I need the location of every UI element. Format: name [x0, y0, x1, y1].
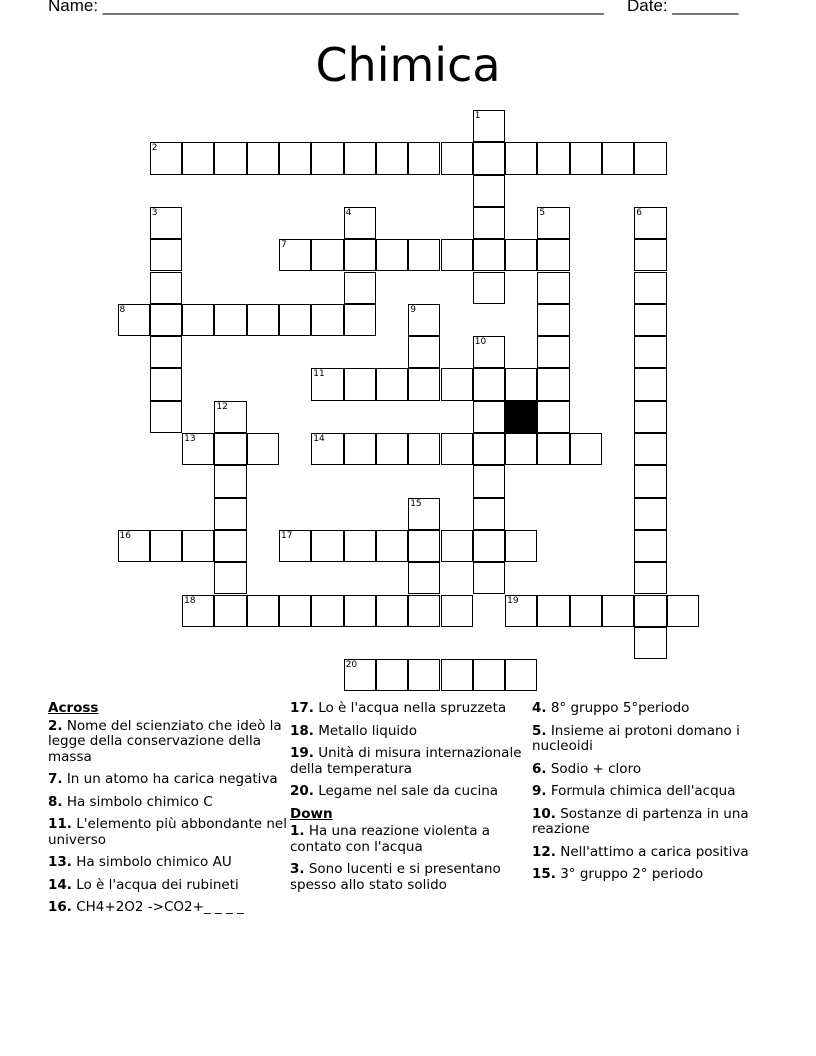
grid-cell[interactable]: [311, 530, 343, 562]
grid-cell[interactable]: [344, 530, 376, 562]
clue-number: 20: [345, 660, 358, 671]
clue-text: Ha simbolo chimico AU: [76, 854, 232, 870]
grid-cell[interactable]: [473, 336, 505, 368]
clue-text: Metallo liquido: [318, 722, 417, 739]
grid-cell[interactable]: [376, 142, 408, 174]
grid-cell[interactable]: [634, 142, 666, 174]
clue-number: 5: [539, 207, 546, 218]
grid-cell[interactable]: [311, 239, 343, 271]
grid-cell[interactable]: [150, 336, 182, 368]
clue-number: 2: [151, 143, 158, 154]
clue-number-label: 3.: [290, 861, 305, 877]
grid-cell[interactable]: [408, 433, 440, 465]
grid-cell[interactable]: [279, 239, 311, 271]
clue-number: 12: [216, 401, 228, 412]
grid-cell[interactable]: [150, 272, 182, 304]
grid-cell[interactable]: [473, 498, 505, 530]
clue-number-label: 14.: [48, 876, 72, 893]
grid-cell[interactable]: [537, 336, 569, 368]
clue-number-label: 6.: [532, 760, 547, 777]
grid-cell[interactable]: [118, 530, 150, 562]
grid-cell[interactable]: [344, 659, 376, 691]
clue-number: 3: [151, 207, 158, 218]
across-heading: Across: [48, 700, 99, 716]
grid-cell[interactable]: [118, 304, 150, 336]
grid-cell[interactable]: [214, 304, 246, 336]
clue-number-label: 13.: [48, 854, 72, 870]
grid-cell[interactable]: [570, 595, 602, 627]
grid-cell[interactable]: [634, 562, 666, 594]
grid-cell[interactable]: [634, 239, 666, 271]
clue-text: L'elemento più abbondante nel universo: [48, 816, 287, 848]
clue-number-label: 4.: [532, 700, 547, 716]
grid-cell[interactable]: [473, 207, 505, 239]
clue-item: [532, 701, 772, 717]
clue-number: 7: [281, 240, 287, 251]
clue-number: 6: [636, 207, 643, 218]
clue-text: Sostanze di partenza in una reazione: [532, 805, 749, 837]
clue-number-label: 1.: [290, 823, 305, 839]
grid-cell[interactable]: [473, 433, 505, 465]
grid-cell[interactable]: [473, 562, 505, 594]
grid-cell[interactable]: [634, 368, 666, 400]
clue-text: In un atomo ha carica negativa: [66, 771, 278, 787]
clue-item: [532, 724, 772, 755]
grid-cell[interactable]: [279, 304, 311, 336]
black-cell: [505, 401, 537, 433]
clues-column-2: [290, 701, 530, 900]
clue-number-label: 8.: [48, 793, 63, 810]
grid-cell[interactable]: [441, 530, 473, 562]
grid-cell[interactable]: [505, 368, 537, 400]
clue-item: [290, 824, 530, 855]
clue-number-label: 12.: [532, 843, 556, 860]
grid-cell[interactable]: [311, 368, 343, 400]
grid-cell[interactable]: [634, 401, 666, 433]
clue-text: Unità di misura internazionale della temperatura: [290, 745, 522, 777]
grid-cell[interactable]: [473, 368, 505, 400]
grid-cell[interactable]: [537, 368, 569, 400]
grid-cell[interactable]: [634, 304, 666, 336]
grid-cell[interactable]: [570, 142, 602, 174]
grid-cell[interactable]: [344, 595, 376, 627]
clue-text: Lo è l'acqua nella spruzzeta: [318, 700, 507, 716]
clue-number-label: 2.: [48, 717, 63, 734]
grid-cell[interactable]: [214, 595, 246, 627]
grid-cell[interactable]: [344, 433, 376, 465]
clue-item: [290, 724, 530, 740]
grid-cell[interactable]: [634, 465, 666, 497]
grid-cell[interactable]: [408, 659, 440, 691]
grid-cell[interactable]: [182, 433, 214, 465]
grid-cell[interactable]: [150, 142, 182, 174]
grid-cell[interactable]: [376, 239, 408, 271]
grid-cell[interactable]: [441, 142, 473, 174]
clue-number-label: 18.: [290, 722, 314, 739]
grid-cell[interactable]: [214, 465, 246, 497]
grid-cell[interactable]: [344, 368, 376, 400]
clue-number: 14: [313, 434, 325, 444]
clue-number-label: 16.: [48, 899, 72, 915]
grid-cell[interactable]: [634, 530, 666, 562]
grid-cell[interactable]: [441, 239, 473, 271]
clue-text: 3° gruppo 2° periodo: [560, 866, 704, 882]
grid-cell[interactable]: [537, 304, 569, 336]
clue-number-label: 17.: [290, 700, 314, 716]
grid-cell[interactable]: [537, 401, 569, 433]
grid-cell[interactable]: [667, 595, 699, 627]
clue-text: Sono lucenti e si presentano spesso allo stato solido: [290, 861, 501, 893]
clue-text: Ha simbolo chimico C: [66, 793, 213, 810]
grid-cell[interactable]: [408, 142, 440, 174]
clue-number: 11: [313, 369, 325, 380]
grid-cell[interactable]: [408, 595, 440, 627]
grid-cell[interactable]: [182, 595, 214, 627]
clue-item: [290, 862, 530, 893]
grid-cell[interactable]: [182, 304, 214, 336]
grid-cell[interactable]: [505, 142, 537, 174]
clue-text: Legame nel sale da cucina: [318, 783, 499, 799]
grid-cell[interactable]: [150, 401, 182, 433]
grid-cell[interactable]: [311, 433, 343, 465]
grid-cell[interactable]: [570, 433, 602, 465]
clue-number-label: 11.: [48, 816, 72, 832]
grid-cell[interactable]: [473, 239, 505, 271]
clue-item: [290, 784, 530, 800]
clue-number: 18: [184, 595, 196, 606]
clue-item: [532, 784, 772, 800]
clue-number: 13: [184, 434, 196, 444]
grid-cell[interactable]: [150, 304, 182, 336]
grid-cell[interactable]: [344, 239, 376, 271]
clue-item: [290, 701, 530, 717]
clue-number-label: 7.: [48, 771, 63, 787]
grid-cell[interactable]: [634, 207, 666, 239]
clue-item: [48, 719, 288, 766]
clue-text: Lo è l'acqua dei rubineti: [76, 876, 239, 893]
grid-cell[interactable]: [150, 530, 182, 562]
grid-cell[interactable]: [150, 239, 182, 271]
clue-item: [48, 772, 288, 788]
clue-text: Ha una reazione violenta a contato con l'acqua: [290, 823, 491, 855]
clue-item: [532, 762, 772, 778]
down-heading: Down: [290, 805, 333, 822]
grid-cell[interactable]: [182, 530, 214, 562]
grid-cell[interactable]: [505, 659, 537, 691]
grid-cell[interactable]: [376, 595, 408, 627]
clue-number: 17: [281, 530, 293, 541]
clue-item: [532, 867, 772, 883]
grid-cell[interactable]: [473, 465, 505, 497]
grid-cell[interactable]: [279, 595, 311, 627]
grid-cell[interactable]: [537, 207, 569, 239]
clue-number-label: 15.: [532, 866, 556, 882]
grid-cell[interactable]: [408, 530, 440, 562]
grid-cell[interactable]: [408, 498, 440, 530]
clue-text: 8° gruppo 5°periodo: [550, 700, 690, 716]
grid-cell[interactable]: [441, 433, 473, 465]
grid-cell[interactable]: [214, 562, 246, 594]
clue-text: Sodio + cloro: [550, 760, 642, 777]
clue-item: [532, 845, 772, 861]
grid-cell[interactable]: [214, 433, 246, 465]
page-title: Chimica: [315, 38, 501, 92]
clue-item: [532, 807, 772, 838]
clue-number: 10: [474, 337, 487, 348]
grid-cell[interactable]: [247, 433, 279, 465]
clue-item: [48, 900, 288, 916]
clue-text: Insieme ai protoni domano i nucleoidi: [532, 722, 740, 754]
clues-column-3: [532, 701, 772, 890]
grid-cell[interactable]: [311, 595, 343, 627]
grid-cell[interactable]: [247, 142, 279, 174]
grid-cell[interactable]: [473, 142, 505, 174]
grid-cell[interactable]: [376, 433, 408, 465]
grid-cell[interactable]: [634, 498, 666, 530]
grid-cell[interactable]: [537, 272, 569, 304]
grid-cell[interactable]: [279, 142, 311, 174]
grid-cell[interactable]: [344, 272, 376, 304]
grid-cell[interactable]: [473, 272, 505, 304]
clue-number: 4: [345, 207, 352, 218]
clue-number: 1: [474, 111, 481, 121]
grid-cell[interactable]: [214, 498, 246, 530]
grid-cell[interactable]: [279, 530, 311, 562]
clue-number-label: 20.: [290, 783, 314, 799]
clue-number-label: 19.: [290, 745, 314, 761]
clue-item: [48, 817, 288, 848]
grid-cell[interactable]: [150, 207, 182, 239]
clue-text: Nome del scienziato che ideò la legge della conservazione della massa: [48, 717, 282, 765]
grid-cell[interactable]: [634, 595, 666, 627]
clue-text: Formula chimica dell'acqua: [550, 783, 736, 799]
grid-cell[interactable]: [634, 433, 666, 465]
grid-cell[interactable]: [505, 239, 537, 271]
clue-number-label: 5.: [532, 722, 547, 739]
grid-cell[interactable]: [376, 530, 408, 562]
grid-cell[interactable]: [537, 142, 569, 174]
grid-cell[interactable]: [473, 175, 505, 207]
grid-cell[interactable]: [537, 595, 569, 627]
grid-cell[interactable]: [311, 142, 343, 174]
grid-cell[interactable]: [344, 207, 376, 239]
grid-cell[interactable]: [408, 368, 440, 400]
grid-cell[interactable]: [602, 142, 634, 174]
date-field-label: Date: _______: [627, 0, 739, 15]
grid-cell[interactable]: [247, 304, 279, 336]
clue-item: [48, 855, 288, 871]
clue-number: 9: [410, 304, 416, 315]
grid-cell[interactable]: [441, 368, 473, 400]
grid-cell[interactable]: [344, 304, 376, 336]
clue-text: Nell'attimo a carica positiva: [560, 843, 749, 860]
clue-item: [48, 795, 288, 811]
clue-number: 15: [410, 498, 422, 509]
grid-cell[interactable]: [182, 142, 214, 174]
clue-number: 8: [119, 304, 126, 315]
grid-cell[interactable]: [214, 401, 246, 433]
grid-cell[interactable]: [247, 595, 279, 627]
clue-number-label: 10.: [532, 805, 556, 822]
grid-cell[interactable]: [311, 304, 343, 336]
grid-cell[interactable]: [376, 368, 408, 400]
grid-cell[interactable]: [441, 659, 473, 691]
clue-item: [48, 878, 288, 894]
grid-cell[interactable]: [634, 627, 666, 659]
grid-cell[interactable]: [505, 433, 537, 465]
grid-cell[interactable]: [634, 336, 666, 368]
grid-cell[interactable]: [505, 530, 537, 562]
grid-cell[interactable]: [214, 530, 246, 562]
clue-number: 16: [119, 530, 131, 541]
clue-item: [290, 746, 530, 777]
grid-cell[interactable]: [473, 530, 505, 562]
grid-cell[interactable]: [376, 659, 408, 691]
grid-cell[interactable]: [214, 142, 246, 174]
grid-cell[interactable]: [537, 433, 569, 465]
clue-number-label: 9.: [532, 783, 547, 799]
grid-cell[interactable]: [150, 368, 182, 400]
grid-cell[interactable]: [408, 239, 440, 271]
grid-cell[interactable]: [505, 595, 537, 627]
grid-cell[interactable]: [473, 401, 505, 433]
clue-text: CH4+2O2 ->CO2+_ _ _ _: [76, 899, 244, 915]
clues-column-1: [48, 701, 288, 923]
grid-cell[interactable]: [344, 142, 376, 174]
grid-cell[interactable]: [408, 562, 440, 594]
grid-cell[interactable]: [634, 272, 666, 304]
clue-number: 19: [507, 595, 519, 606]
grid-cell[interactable]: [408, 304, 440, 336]
grid-cell[interactable]: [441, 595, 473, 627]
grid-cell[interactable]: [537, 239, 569, 271]
grid-cell[interactable]: [473, 110, 505, 142]
grid-cell[interactable]: [473, 659, 505, 691]
grid-cell[interactable]: [408, 336, 440, 368]
name-field-label: Name: _____________________________________________________: [48, 0, 604, 15]
grid-cell[interactable]: [602, 595, 634, 627]
